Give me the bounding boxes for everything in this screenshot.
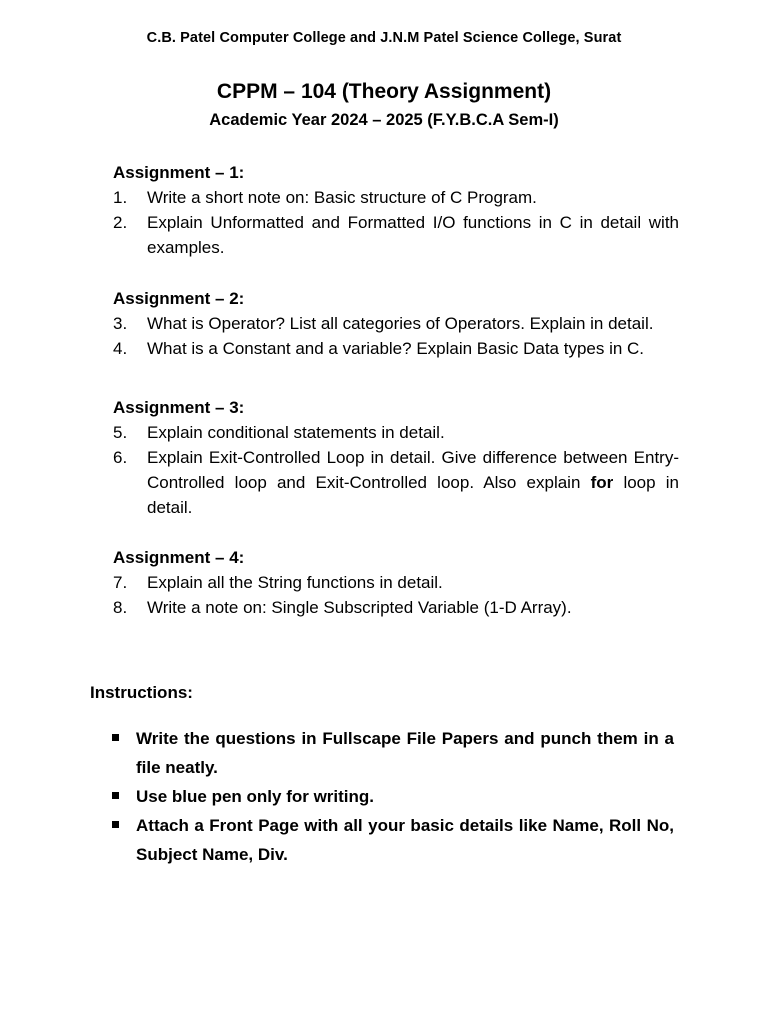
- keyword-for: for: [590, 473, 614, 492]
- question-item: [113, 336, 679, 361]
- question-item: [113, 210, 679, 260]
- document-title: CPPM – 104 (Theory Assignment): [216, 80, 552, 103]
- instruction-item: [112, 782, 674, 811]
- question-item: [113, 420, 679, 445]
- question-number: 5.: [113, 423, 128, 442]
- question-item: [113, 185, 679, 210]
- question-number: 1.: [113, 188, 128, 207]
- question-text: Explain conditional statements in detail.: [147, 423, 445, 442]
- academic-year-subtitle: Academic Year 2024 – 2025 (F.Y.B.C.A Sem-I): [209, 111, 559, 129]
- question-number: 7.: [113, 573, 128, 592]
- question-text-part: Explain Exit-Controlled Loop in detail. Give difference between Entry-Controlled loop and Exit-Controlled loop. Also explain: [147, 448, 679, 492]
- question-text-part: loop in detail.: [147, 473, 679, 517]
- instruction-item: [112, 724, 674, 782]
- question-text: Explain Unformatted and Formatted I/O functions in C in detail with examples.: [147, 213, 679, 257]
- assignment-heading: Assignment – 2:: [113, 289, 245, 308]
- instruction-item: [112, 811, 674, 869]
- assignment-heading: Assignment – 3:: [113, 398, 245, 417]
- question-text: Explain all the String functions in detail.: [147, 573, 443, 592]
- assignment-heading: Assignment – 1:: [113, 163, 245, 182]
- question-item: [113, 445, 679, 520]
- college-name: C.B. Patel Computer College and J.N.M Patel Science College, Surat: [146, 30, 622, 46]
- assignments-content: [113, 160, 679, 620]
- instruction-text: Attach a Front Page with all your basic details like Name, Roll No, Subject Name, Div.: [136, 816, 674, 864]
- question-text: What is a Constant and a variable? Explain Basic Data types in C.: [147, 339, 645, 358]
- square-bullet-icon: [112, 811, 136, 869]
- question-number: 4.: [113, 339, 128, 358]
- question-item: [113, 311, 679, 336]
- question-number: 2.: [113, 213, 128, 232]
- question-number: 6.: [113, 448, 128, 467]
- instructions-heading: Instructions:: [90, 683, 193, 702]
- question-text: What is Operator? List all categories of Operators. Explain in detail.: [147, 314, 654, 333]
- assignment-section-4: [113, 545, 679, 620]
- question-text: [147, 445, 679, 520]
- question-item: [113, 595, 679, 620]
- question-number: 3.: [113, 314, 128, 333]
- assignment-section-1: [113, 160, 679, 260]
- instruction-text: Write the questions in Fullscape File Papers and punch them in a file neatly.: [136, 729, 674, 777]
- assignment-section-3: [113, 395, 679, 520]
- square-bullet-icon: [112, 782, 136, 811]
- instructions-list: [112, 724, 674, 869]
- assignment-heading: Assignment – 4:: [113, 548, 245, 567]
- assignment-section-2: [113, 286, 679, 361]
- square-bullet-icon: [112, 724, 136, 782]
- question-text: Write a short note on: Basic structure of C Program.: [147, 188, 537, 207]
- question-number: 8.: [113, 598, 128, 617]
- instruction-text: Use blue pen only for writing.: [136, 787, 375, 806]
- question-item: [113, 570, 679, 595]
- question-text: Write a note on: Single Subscripted Variable (1-D Array).: [147, 598, 572, 617]
